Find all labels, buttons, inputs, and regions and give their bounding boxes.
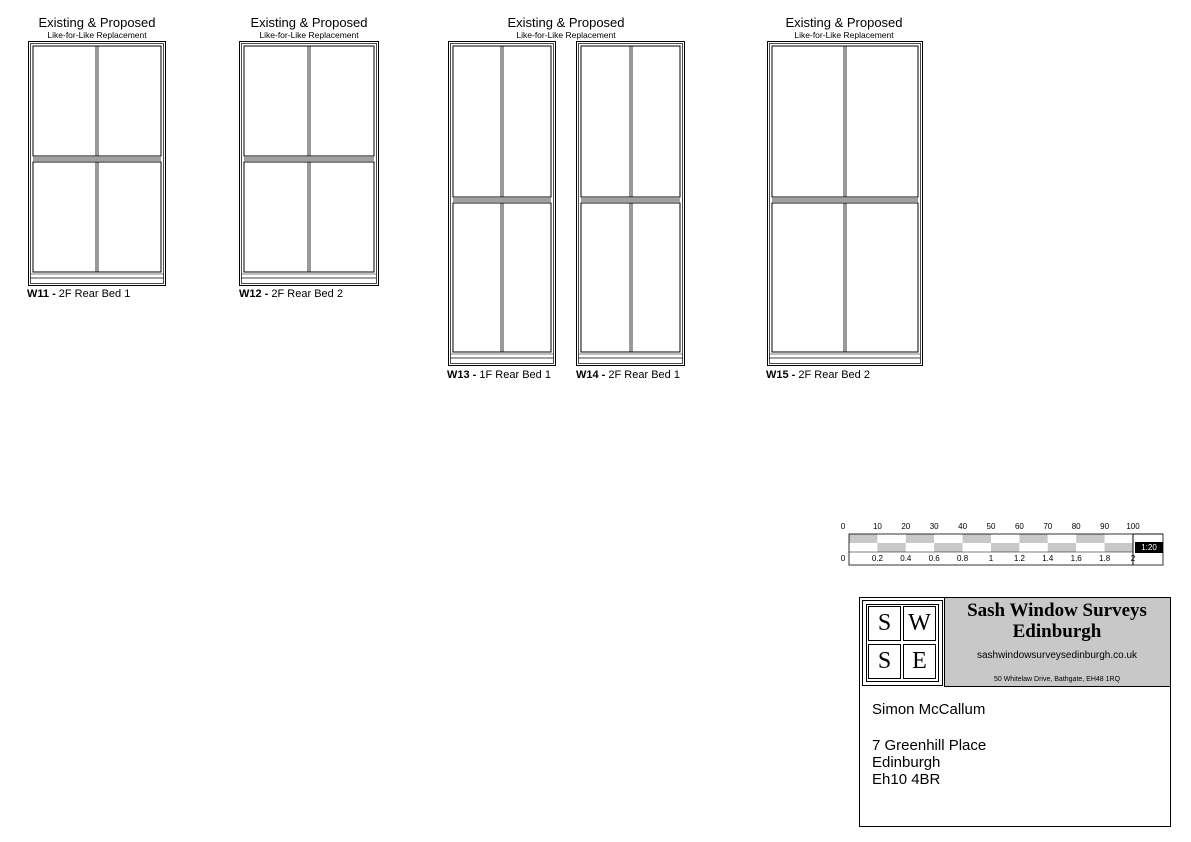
window-w12 [239,41,379,286]
scale-top-tick: 60 [1014,522,1024,531]
scale-top-tick: 30 [929,522,939,531]
company-name [944,600,1170,642]
window-code-w15: W15 - [766,369,796,381]
group-title-1: Existing & Proposed [38,15,156,30]
logo-letter-e: E [903,644,936,679]
group-subtitle-1: Like-for-Like Replacement [47,30,147,40]
scale-top-tick: 0 [840,522,846,531]
company-name-line2: Edinburgh [1012,621,1102,642]
scale-bottom-tick: 0 [840,554,846,563]
group-title-4: Existing & Proposed [785,15,903,30]
scale-ratio-badge: 1:20 [1135,542,1163,553]
window-room-w13: 1F Rear Bed 1 [476,369,551,381]
group-subtitle-2: Like-for-Like Replacement [259,30,359,40]
scale-bottom-tick: 0.2 [871,554,883,563]
scale-bottom-tick: 1.4 [1042,554,1054,563]
window-label-w13 [447,369,551,382]
scale-top-tick: 100 [1126,522,1140,531]
window-room-w12: 2F Rear Bed 2 [268,288,343,300]
window-code-w14: W14 - [576,369,606,381]
window-w11 [28,41,166,286]
company-name-line1: Sash Window Surveys [967,600,1147,621]
scale-bottom-tick: 1.2 [1013,554,1025,563]
group-title-2: Existing & Proposed [250,15,368,30]
client-name: Simon McCallum [872,701,986,718]
window-w13 [448,41,556,366]
window-w15 [767,41,923,366]
window-code-w11: W11 - [27,288,56,300]
window-w14 [576,41,685,366]
window-room-w15: 2F Rear Bed 2 [795,369,870,381]
scale-bottom-tick: 0.4 [900,554,912,563]
window-label-w12 [239,288,343,301]
window-room-w11: 2F Rear Bed 1 [55,288,131,300]
client-address-line1: 7 Greenhill Place [872,737,987,754]
group-title-3: Existing & Proposed [507,15,625,30]
scale-top-tick: 70 [1043,522,1053,531]
window-label-w11 [27,288,130,301]
logo-letter-w: W [903,606,936,641]
window-room-w14: 2F Rear Bed 1 [605,369,680,381]
scale-bottom-tick: 0.8 [957,554,969,563]
group-subtitle-3: Like-for-Like Replacement [516,30,616,40]
scale-top-tick: 90 [1100,522,1110,531]
scale-top-tick: 20 [901,522,911,531]
logo-letter-s1: S [868,606,901,641]
scale-bar [840,532,1170,568]
window-label-w14 [576,369,680,382]
scale-bottom-tick: 2 [1130,554,1136,563]
window-label-w15 [766,369,870,382]
group-subtitle-4: Like-for-Like Replacement [794,30,894,40]
logo-letter-s2: S [868,644,901,679]
company-address: 50 Whitelaw Drive, Bathgate, EH48 1RQ [993,676,1121,683]
scale-top-tick: 40 [958,522,968,531]
scale-top-tick: 50 [986,522,996,531]
company-website: sashwindowsurveysedinburgh.co.uk [976,650,1138,661]
window-code-w12: W12 - [239,288,269,300]
scale-bottom-tick: 0.6 [928,554,940,563]
client-address-line3: Eh10 4BR [872,771,941,788]
scale-bottom-tick: 1.6 [1070,554,1082,563]
scale-bottom-tick: 1.8 [1099,554,1111,563]
scale-top-tick: 80 [1071,522,1081,531]
window-code-w13: W13 - [447,369,477,381]
scale-bottom-tick: 1 [988,554,994,563]
scale-top-tick: 10 [872,522,882,531]
client-address-line2: Edinburgh [872,754,941,771]
